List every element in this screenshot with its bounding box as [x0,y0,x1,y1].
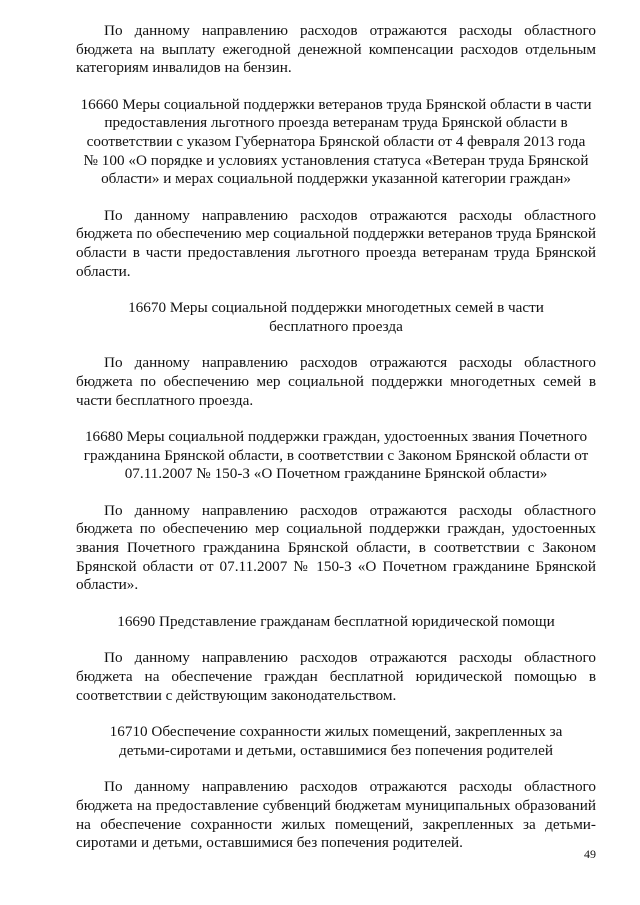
heading-16670: 16670 Меры социальной поддержки многодетных семей в части бесплатного проезда [128,299,544,335]
paragraph-16710: По данному направлению расходов отражаются расходы областного бюджета на предоставление субвенций бюджетам муниципальных образований на обеспечение сохранности жилых помещений, закрепленных за детьми-сиротами и детьми, оставшимися без попечения родителей. [76,778,596,852]
page-number: 49 [584,847,596,861]
paragraph-16670: По данному направлению расходов отражаются расходы областного бюджета по обеспечению мер социальной поддержки многодетных семей в части бесплатного проезда. [76,354,596,409]
paragraph-16660: По данному направлению расходов отражаются расходы областного бюджета по обеспечению мер социальной поддержки ветеранов труда Брянской области в части предоставления льготного проезда ветеранам труда Брянской области. [76,206,596,280]
heading-16690: 16690 Представление гражданам бесплатной юридической помощи [117,612,555,630]
paragraph-bensin: По данному направлению расходов отражаются расходы областного бюджета на выплату ежегодной денежной компенсации расходов отдельным категориям инвалидов на бензин. [76,22,596,77]
document-page [76,22,596,853]
heading-16680: 16680 Меры социальной поддержки граждан, удостоенных звания Почетного гражданина Брянской области, в соответствии с Законом Брянской области от 07.11.2007 № 150-З «О Почетном гражданине Брянской области» [83,428,589,483]
paragraph-16690: По данному направлению расходов отражаются расходы областного бюджета на обеспечение граждан бесплатной юридической помощью в соответствии с действующим законодательством. [76,649,596,704]
heading-16710: 16710 Обеспечение сохранности жилых помещений, закрепленных за детьми-сиротами и детьми, оставшимися без попечения родителей [109,723,563,759]
heading-16660: 16660 Меры социальной поддержки ветеранов труда Брянской области в части предоставления льготного проезда ветеранам труда Брянской области в соответствии с указом Губернатора Брянской области от 4 февраля 2013 года № 100 «О порядке и условиях установления статуса «Ветеран труда Брянской области» и мерах социальной поддержки указанной категории граждан» [80,95,592,188]
paragraph-16680: По данному направлению расходов отражаются расходы областного бюджета по обеспечению мер социальной поддержки граждан, удостоенных звания Почетного гражданина Брянской области, в соответствии с Законом Брянской области от 07.11.2007 № 150-З «О Почетном гражданине Брянской области». [76,501,596,594]
